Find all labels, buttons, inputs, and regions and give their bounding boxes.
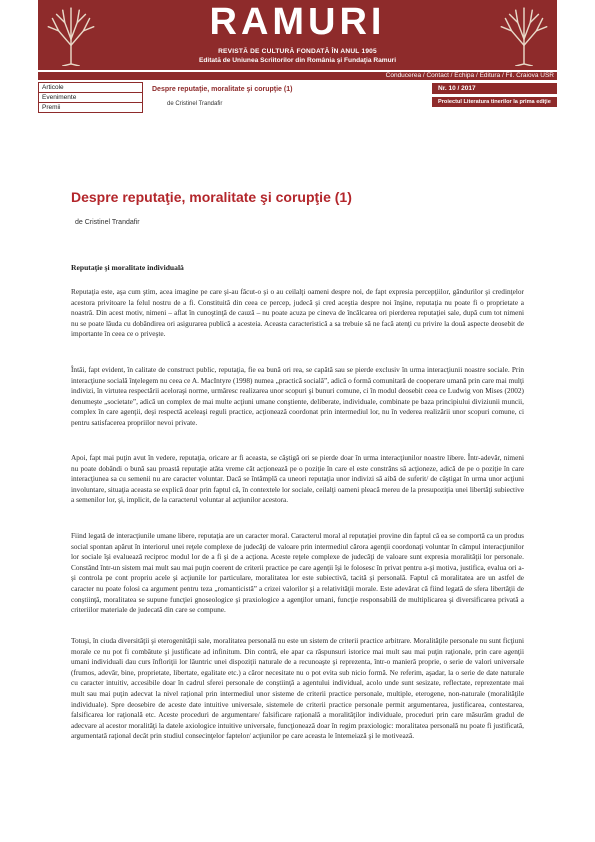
sidebar-menu (38, 82, 143, 113)
sidebar-item-premii[interactable]: Premii (38, 103, 143, 113)
article-paragraph: Reputaţia este, aşa cum ştim, acea imagine pe care şi-au făcut-o şi o au ceilalţi oameni despre noi, de fapt expresia percepţiilor, gândurilor şi credinţelor acestora privitoare la felul nostru de a fi. Constituită din ceea ce percep, judecă şi cred aceştia despre noi înşine, reputaţia nu poate fi o proprietate a noastră. Din acest motiv, nimeni – aflat în cunoştinţă de cauză – nu poate acuza pe cineva de încălcarea ori pierderea reputaţiei sale, după cum tot nimeni nu se poate lăuda cu dobândirea ori asigurarea publică a acesteia. Aceasta caracteristică a sa trebuie să ne facă atenţi cu privire la două aspecte deosebit de importante în ceea ce o priveşte. (71, 287, 524, 339)
article-paragraph: Totuşi, în ciuda diversităţii şi eterogenităţii sale, moralitatea personală nu este un sistem de criterii practice arbitrare. Moralităţile personale nu sunt ficţiuni morale ce nu pot fi combătute şi justificate ad infinitum. Din contră, ele apar ca răspunsuri istorice mai mult sau mai puţin raţionale, prin care agenţii umani individuali dau curs înfloriţii lor lăuntric unei dispoziţii naturale de a recunoaşte şi reprezenta, într-o manieră proprie, o serie de valori universale (frumos, adevăr, bine, proprietate, libertate, egalitate etc.) a căror necesitate nu o pot evita sub nicio formă. Ne referim, aşadar, la o serie de date naturale cu caracter intuitiv, accesibile doar în cadrul sferei personale de conştiinţă a agentului individual, acolo unde sunt sesizate, reflectate, reprezentate mai mult sau mai puţin adecvat la nivel raţional prin intermediul unor sisteme de criterii practice personale, multiple, eterogene, non-naturale (moralităţile individuale). Spre deosebire de aceste date intuitive universale, sistemele de criterii practice personale permit argumentarea, justificarea, contestarea, falsificarea lor raţională etc. Aceste proceduri de argumentare/ falsificare raţională a moralităţilor individuale, proceduri prin care măsurăm gradul de adecvare al acestor moralităţi la datele axiologice intuitive universale, funcţionează doar în regim praxiologic: moralitatea personală nu poate fi justificată, argumentată raţional decât prin studiul consecinţelor faptelor/ acţiunilor pe care aceasta le întemeiază şi le motivează. (71, 636, 524, 741)
brand-tagline: REVISTĂ DE CULTURĂ FONDATĂ ÎN ANUL 1905 (218, 48, 377, 55)
section-heading: Reputaţie şi moralitate individuală (71, 263, 184, 272)
masthead-banner (38, 0, 557, 70)
header-article-title[interactable]: Despre reputaţie, moralitate şi corupţie (1) (152, 86, 293, 93)
article-title: Despre reputaţie, moralitate şi corupţie (1) (71, 189, 352, 205)
issue-box (432, 83, 557, 107)
article-author: de Cristinel Trandafir (75, 219, 140, 226)
sidebar-item-evenimente[interactable]: Evenimente (38, 93, 143, 103)
top-navigation (38, 72, 557, 80)
article-paragraph: Fiind legată de interacţiunile umane libere, reputaţia are un caracter moral. Caracterul moral al reputaţiei provine din faptul că ea se comportă ca un produs social spontan apărut în interiorul unei reţele complexe de judecăţi de valoare prin intermediul cărora agenţii coordonaţi voluntar în câmpul interacţiunilor lor sociale îşi evaluează reciproc modul lor de a fi şi de a acţiona. Aceste reţele complexe de judecăţi de valoare sunt expresia moralităţii lor personale. Constând într-un sistem mai mult sau mai puţin coerent de criterii practice pe care agenţii îşi le folosesc în privat pentru a-şi motiva, justifica, evalua ori a-şi controla pe cont propriu acele şi acţiunile lor particulare, moralitatea lor este subiectivă, tacită şi personală. Faptul că moralitatea are un astfel de caracter nu poate folosi ca argument pentru teza „romanticistă” a crizei valorilor şi a relativităţii morale. Este adevărat că fiind legată de sfera libertăţii de conştiinţă, moralitatea se supune funcţiei gnoseologice şi praxiologice a agenţilor umani, funcţie responsabilă de multiplicarea şi diversificarea privată a criteriilor materiale de judecată din care se compune. (71, 531, 524, 615)
sidebar-item-articole[interactable]: Articole (38, 82, 143, 93)
brand-name[interactable]: RAMURI (209, 1, 386, 43)
article-paragraph: Apoi, fapt mai puţin avut în vedere, reputaţia, oricare ar fi aceasta, se câştigă ori se pierde doar în urma interacţiunilor noastre libere. Într-adevăr, nimeni nu poate dobândi o bună sau proastă reputaţie atâta vreme cât acţionează pe o poziţie în care el este constrâns să acţioneze, adică de pe o poziţie în care interacţiunea sa cu semenii nu are caracter voluntar. Dacă se întâmplă ca uneori reputaţia unor indivizi să aibă de suferit/ de câştigat în urma unor acţiuni involuntare, situaţia aceasta se explică doar prin faptul că, în contextele lor sociale, ceilalţi oameni pleacă mereu de la presupoziţia unei libertăţi subiective a semenilor lor, şi, implicit, de la caracterul voluntar al acţiunilor acestora. (71, 453, 524, 505)
header-article-author: de Cristinel Trandafir (167, 101, 223, 107)
brand-publisher: Editată de Uniunea Scriitorilor din România şi Fundaţia Ramuri (198, 57, 397, 64)
article-paragraph: Întâi, fapt evident, în calitate de construct public, reputaţia, fie ea bună ori rea, se capătă sau se pierde exclusiv în urma interacţiunii noastre sociale. Prin interacţiune socială înţelegem nu ceea ce A. MacIntyre (1998) numea „practică socială”, adică o formă comunitară de cooperare umană prin care mai mulţi indivizi, în virtutea respectării aceloraşi norme, urmăresc realizarea unor scopuri şi bunuri comune, ci în modul deosebit ceea ce Ludwig von Mises (2002) denumeşte „societate”, adică un complex de mai multe acţiuni umane conştiente, deliberate, individuale, combinate pe baza principiului diviziunii muncii, complex în care agenţii, deşi respectă aceleaşi reguli practice, acţionează coordonat prin intermediul lor, nu în vederea realizării unor scopuri comune, ci pentru satisfacerea propriilor nevoi private. (71, 365, 524, 427)
top-nav-links[interactable]: Conducerea / Contact / Echipa / Editura / Fil. Craiova USR (385, 72, 554, 79)
issue-number[interactable]: Nr. 10 / 2017 (432, 83, 557, 94)
issue-project-link[interactable]: Proiectul Literatura tinerilor la prima ediţie (432, 97, 557, 107)
